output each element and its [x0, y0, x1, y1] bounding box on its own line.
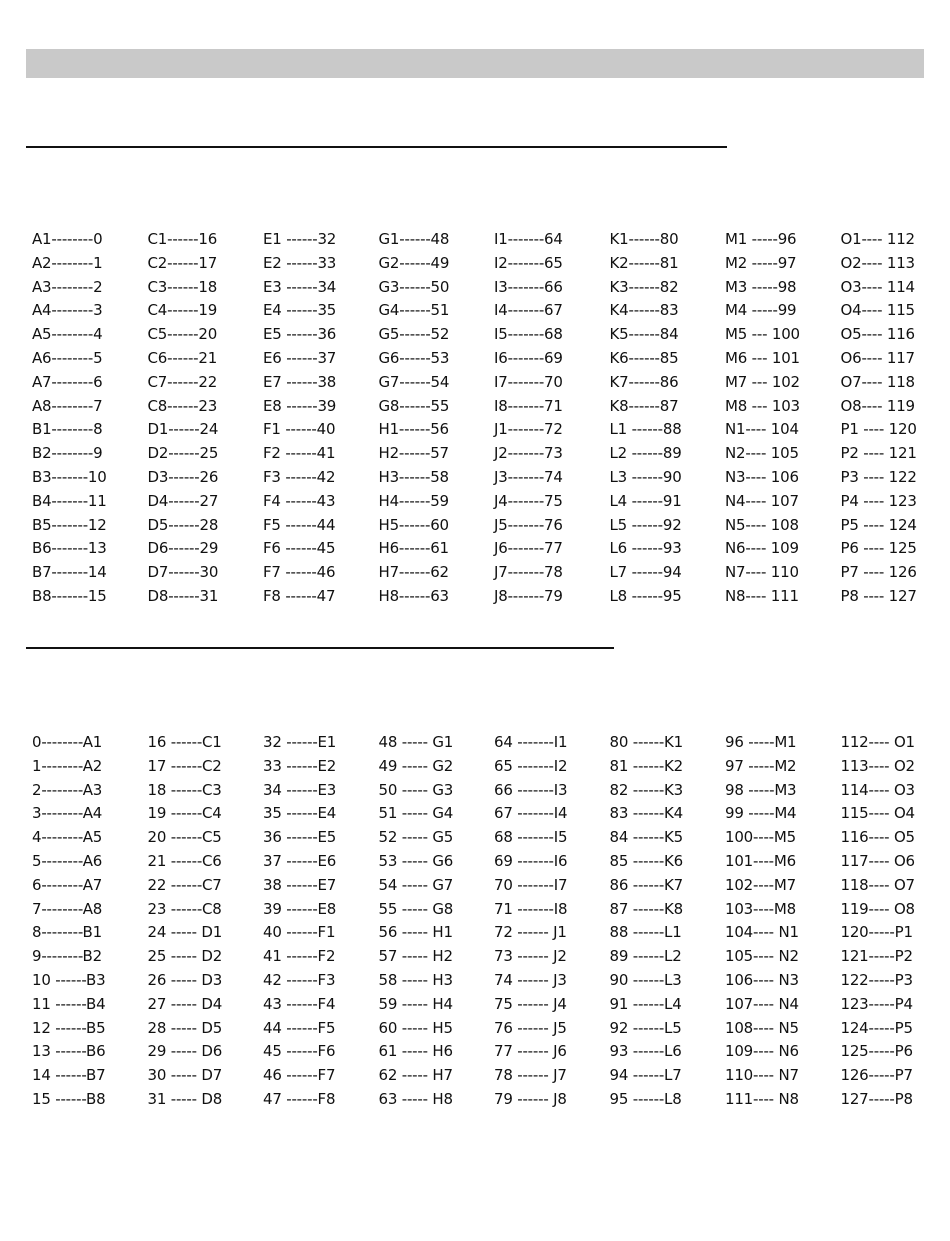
mapping-entry: 53 ----- G6 — [378, 851, 454, 870]
mapping-entry: 20 ------C5 — [147, 828, 222, 847]
mapping-entry: E7 ------38 — [263, 372, 337, 391]
mapping-entry: 11 ------B4 — [32, 994, 106, 1013]
mapping-entry: 102----M7 — [725, 875, 796, 894]
mapping-entry: 39 ------E8 — [263, 899, 337, 918]
mapping-entry: P2 ---- 121 — [840, 444, 917, 463]
mapping-entry: 49 ----- G2 — [378, 756, 454, 775]
mapping-entry: D4------27 — [147, 491, 219, 510]
mapping-entry: 4--------A5 — [32, 828, 103, 847]
mapping-entry: 81 ------K2 — [609, 756, 684, 775]
mapping-entry: 106---- N3 — [725, 970, 799, 989]
mapping-entry: G6------53 — [378, 348, 450, 367]
mapping-entry: F4 ------43 — [263, 491, 336, 510]
mapping-entry: E4 ------35 — [263, 301, 337, 320]
mapping-entry: 97 -----M2 — [725, 756, 797, 775]
mapping-entry: 56 ----- H1 — [378, 923, 453, 942]
mapping-entry: 29 ----- D6 — [147, 1042, 223, 1061]
mapping-entry: 111---- N8 — [725, 1089, 799, 1108]
mapping-entry: M6 --- 101 — [725, 348, 800, 367]
mapping-entry: 5--------A6 — [32, 851, 103, 870]
mapping-entry: M8 --- 103 — [725, 396, 800, 415]
mapping-entry: 80 ------K1 — [609, 733, 684, 751]
mapping-entry: P7 ---- 126 — [840, 563, 917, 582]
mapping-entry: 115---- O4 — [840, 804, 915, 823]
mapping-entry: P1 ---- 120 — [840, 420, 917, 439]
mapping-entry: 123-----P4 — [840, 994, 913, 1013]
mapping-entry: P3 ---- 122 — [840, 467, 917, 486]
mapping-entry: 87 ------K8 — [609, 899, 684, 918]
mapping-entry: 43 ------F4 — [263, 994, 336, 1013]
mapping-entry: C7------22 — [147, 372, 218, 391]
mapping-entry: N5---- 108 — [725, 515, 799, 534]
mapping-entry: F6 ------45 — [263, 539, 336, 558]
mapping-entry: 112---- O1 — [840, 733, 915, 751]
mapping-entry: 62 ----- H7 — [378, 1066, 453, 1085]
mapping-entry: F1 ------40 — [263, 420, 336, 439]
mapping-entry: 32 ------E1 — [263, 733, 337, 751]
mapping-entry: 93 ------L6 — [609, 1042, 682, 1061]
table-2-column — [379, 731, 495, 1112]
mapping-entry: K8------87 — [609, 396, 679, 415]
mapping-entry: 61 ----- H6 — [378, 1042, 453, 1061]
mapping-entry: H6------61 — [378, 539, 449, 558]
mapping-entry: I2-------65 — [494, 253, 563, 272]
mapping-entry: 73 ------ J2 — [494, 947, 567, 966]
mapping-entry: 72 ------ J1 — [494, 923, 567, 942]
mapping-entry: 101----M6 — [725, 851, 796, 870]
mapping-entry: 19 ------C4 — [147, 804, 222, 823]
mapping-entry: 84 ------K5 — [609, 828, 684, 847]
mapping-entry: 30 ----- D7 — [147, 1066, 223, 1085]
mapping-entry: C5------20 — [147, 325, 218, 344]
mapping-entry: 34 ------E3 — [263, 780, 337, 799]
mapping-entry: N8---- 111 — [725, 586, 799, 605]
mapping-entry: N6---- 109 — [725, 539, 799, 558]
table-1-column — [32, 228, 148, 609]
mapping-entry: M1 -----96 — [725, 230, 797, 248]
mapping-entry: I4-------67 — [494, 301, 563, 320]
mapping-entry: 55 ----- G8 — [378, 899, 454, 918]
mapping-entry: 117---- O6 — [840, 851, 915, 870]
mapping-entry: 14 ------B7 — [32, 1066, 106, 1085]
mapping-entry: 119---- O8 — [840, 899, 915, 918]
mapping-entry: 127-----P8 — [840, 1089, 913, 1108]
mapping-entry: 25 ----- D2 — [147, 947, 223, 966]
mapping-entry: 31 ----- D8 — [147, 1089, 223, 1108]
mapping-entry: 40 ------F1 — [263, 923, 336, 942]
mapping-entry: D6------29 — [147, 539, 219, 558]
table-1-column — [725, 228, 841, 609]
mapping-entry: 57 ----- H2 — [378, 947, 453, 966]
mapping-entry: 83 ------K4 — [609, 804, 684, 823]
mapping-entry: 52 ----- G5 — [378, 828, 454, 847]
mapping-entry: 116---- O5 — [840, 828, 915, 847]
mapping-entry: L3 ------90 — [609, 467, 682, 486]
mapping-entry: 88 ------L1 — [609, 923, 682, 942]
mapping-entry: 109---- N6 — [725, 1042, 799, 1061]
mapping-entry: F7 ------46 — [263, 563, 336, 582]
mapping-entry: M5 --- 100 — [725, 325, 800, 344]
mapping-entry: O8---- 119 — [840, 396, 915, 415]
mapping-entry: 82 ------K3 — [609, 780, 684, 799]
mapping-entry: B6-------13 — [32, 539, 107, 558]
mapping-entry: C6------21 — [147, 348, 218, 367]
mapping-entry: A7--------6 — [32, 372, 103, 391]
mapping-entry: E3 ------34 — [263, 277, 337, 296]
mapping-entry: 12 ------B5 — [32, 1018, 106, 1037]
mapping-entry: E5 ------36 — [263, 325, 337, 344]
mapping-entry: 121-----P2 — [840, 947, 913, 966]
mapping-entry: A8--------7 — [32, 396, 103, 415]
mapping-entry: P5 ---- 124 — [840, 515, 917, 534]
mapping-entry: I1-------64 — [494, 230, 563, 248]
mapping-entry: A3--------2 — [32, 277, 103, 296]
mapping-entry: 65 -------I2 — [494, 756, 568, 775]
mapping-entry: 76 ------ J5 — [494, 1018, 567, 1037]
mapping-entry: 59 ----- H4 — [378, 994, 453, 1013]
mapping-entry: 91 ------L4 — [609, 994, 682, 1013]
mapping-entry: I7-------70 — [494, 372, 563, 391]
mapping-entry: 0--------A1 — [32, 733, 103, 751]
mapping-entry: 42 ------F3 — [263, 970, 336, 989]
mapping-entry: 46 ------F7 — [263, 1066, 336, 1085]
mapping-entry: 9--------B2 — [32, 947, 102, 966]
mapping-entry: G3------50 — [378, 277, 450, 296]
mapping-entry: 92 ------L5 — [609, 1018, 682, 1037]
mapping-entry: 24 ----- D1 — [147, 923, 223, 942]
mapping-entry: O3---- 114 — [840, 277, 915, 296]
mapping-entry: 1--------A2 — [32, 756, 103, 775]
mapping-entry: O7---- 118 — [840, 372, 915, 391]
mapping-entry: 41 ------F2 — [263, 947, 336, 966]
mapping-entry: 44 ------F5 — [263, 1018, 336, 1037]
mapping-entry: 37 ------E6 — [263, 851, 337, 870]
mapping-entry: J8-------79 — [494, 586, 563, 605]
mapping-entry: C1------16 — [147, 230, 218, 248]
mapping-entry: C2------17 — [147, 253, 218, 272]
mapping-entry: 17 ------C2 — [147, 756, 222, 775]
mapping-entry: B4-------11 — [32, 491, 107, 510]
mapping-entry: 26 ----- D3 — [147, 970, 223, 989]
table-2-column — [263, 731, 379, 1112]
mapping-entry: H1------56 — [378, 420, 449, 439]
mapping-entry: I5-------68 — [494, 325, 563, 344]
mapping-entry: A2--------1 — [32, 253, 103, 272]
mapping-entry: L8 ------95 — [609, 586, 682, 605]
mapping-entry: B3-------10 — [32, 467, 107, 486]
mapping-entry: M4 -----99 — [725, 301, 797, 320]
mapping-entry: H5------60 — [378, 515, 449, 534]
mapping-entry: 95 ------L8 — [609, 1089, 682, 1108]
mapping-entry: D7------30 — [147, 563, 219, 582]
mapping-entry: A6--------5 — [32, 348, 103, 367]
mapping-entry: 120-----P1 — [840, 923, 913, 942]
mapping-entry: 114---- O3 — [840, 780, 915, 799]
mapping-entry: G1------48 — [378, 230, 450, 248]
mapping-entry: 86 ------K7 — [609, 875, 684, 894]
mapping-entry: 16 ------C1 — [147, 733, 222, 751]
mapping-entry: A4--------3 — [32, 301, 103, 320]
mapping-entry: 13 ------B6 — [32, 1042, 106, 1061]
mapping-entry: 126-----P7 — [840, 1066, 913, 1085]
table-2-column — [725, 731, 841, 1112]
mapping-entry: 7--------A8 — [32, 899, 103, 918]
mapping-entry: D1------24 — [147, 420, 219, 439]
mapping-entry: L5 ------92 — [609, 515, 682, 534]
mapping-entry: E1 ------32 — [263, 230, 337, 248]
mapping-entry: H8------63 — [378, 586, 449, 605]
mapping-entry: N7---- 110 — [725, 563, 799, 582]
mapping-entry: K3------82 — [609, 277, 679, 296]
mapping-entry: 110---- N7 — [725, 1066, 799, 1085]
mapping-entry: P6 ---- 125 — [840, 539, 917, 558]
mapping-entry: B5-------12 — [32, 515, 107, 534]
mapping-entry: J2-------73 — [494, 444, 563, 463]
mapping-entry: I6-------69 — [494, 348, 563, 367]
mapping-entry: K2------81 — [609, 253, 679, 272]
mapping-entry: 21 ------C6 — [147, 851, 222, 870]
section-divider-2 — [26, 647, 614, 649]
mapping-entry: E6 ------37 — [263, 348, 337, 367]
mapping-entry: 63 ----- H8 — [378, 1089, 453, 1108]
mapping-entry: 78 ------ J7 — [494, 1066, 567, 1085]
mapping-entry: 68 -------I5 — [494, 828, 568, 847]
mapping-entry: O6---- 117 — [840, 348, 915, 367]
mapping-entry: N3---- 106 — [725, 467, 799, 486]
mapping-entry: 15 ------B8 — [32, 1089, 106, 1108]
mapping-entry: C3------18 — [147, 277, 218, 296]
mapping-entry: P4 ---- 123 — [840, 491, 917, 510]
mapping-entry: 18 ------C3 — [147, 780, 222, 799]
mapping-entry: 10 ------B3 — [32, 970, 106, 989]
mapping-entry: 50 ----- G3 — [378, 780, 454, 799]
mapping-entry: A1--------0 — [32, 230, 103, 248]
mapping-entry: 48 ----- G1 — [378, 733, 454, 751]
table-2-column — [841, 731, 950, 1112]
mapping-entry: D5------28 — [147, 515, 219, 534]
mapping-entry: 28 ----- D5 — [147, 1018, 223, 1037]
mapping-table-label-to-number — [32, 228, 932, 609]
table-2-column — [148, 731, 264, 1112]
table-1-column — [610, 228, 726, 609]
mapping-entry: I3-------66 — [494, 277, 563, 296]
mapping-entry: 23 ------C8 — [147, 899, 222, 918]
mapping-entry: 75 ------ J4 — [494, 994, 567, 1013]
mapping-entry: G4------51 — [378, 301, 450, 320]
mapping-entry: M2 -----97 — [725, 253, 797, 272]
mapping-entry: 8--------B1 — [32, 923, 102, 942]
mapping-entry: D2------25 — [147, 444, 219, 463]
mapping-entry: 122-----P3 — [840, 970, 913, 989]
mapping-entry: F5 ------44 — [263, 515, 336, 534]
mapping-entry: 77 ------ J6 — [494, 1042, 567, 1061]
mapping-entry: L7 ------94 — [609, 563, 682, 582]
mapping-entry: 124-----P5 — [840, 1018, 913, 1037]
table-2-column — [32, 731, 148, 1112]
mapping-entry: H2------57 — [378, 444, 449, 463]
mapping-entry: K7------86 — [609, 372, 679, 391]
mapping-entry: 90 ------L3 — [609, 970, 682, 989]
mapping-entry: 60 ----- H5 — [378, 1018, 453, 1037]
mapping-entry: 54 ----- G7 — [378, 875, 454, 894]
mapping-entry: K5------84 — [609, 325, 679, 344]
table-2-column — [494, 731, 610, 1112]
header-bar — [26, 49, 924, 78]
mapping-entry: 36 ------E5 — [263, 828, 337, 847]
mapping-entry: N2---- 105 — [725, 444, 799, 463]
mapping-entry: 96 -----M1 — [725, 733, 797, 751]
mapping-entry: 103----M8 — [725, 899, 796, 918]
table-1-column — [148, 228, 264, 609]
mapping-entry: 64 -------I1 — [494, 733, 568, 751]
mapping-entry: F2 ------41 — [263, 444, 336, 463]
mapping-entry: 6--------A7 — [32, 875, 103, 894]
mapping-entry: J4-------75 — [494, 491, 563, 510]
mapping-entry: 66 -------I3 — [494, 780, 568, 799]
mapping-entry: L4 ------91 — [609, 491, 682, 510]
mapping-entry: C4------19 — [147, 301, 218, 320]
mapping-entry: 47 ------F8 — [263, 1089, 336, 1108]
mapping-entry: B2--------9 — [32, 444, 103, 463]
mapping-entry: J7-------78 — [494, 563, 563, 582]
table-1-column — [263, 228, 379, 609]
mapping-entry: D3------26 — [147, 467, 219, 486]
mapping-entry: G7------54 — [378, 372, 450, 391]
mapping-entry: 2--------A3 — [32, 780, 103, 799]
mapping-entry: M3 -----98 — [725, 277, 797, 296]
mapping-entry: 67 -------I4 — [494, 804, 568, 823]
mapping-entry: 98 -----M3 — [725, 780, 797, 799]
mapping-entry: O5---- 116 — [840, 325, 915, 344]
mapping-table-number-to-label — [32, 731, 932, 1112]
mapping-entry: C8------23 — [147, 396, 218, 415]
mapping-entry: 99 -----M4 — [725, 804, 797, 823]
mapping-entry: 79 ------ J8 — [494, 1089, 567, 1108]
mapping-entry: H3------58 — [378, 467, 449, 486]
table-1-column — [841, 228, 950, 609]
mapping-entry: 107---- N4 — [725, 994, 799, 1013]
mapping-entry: I8-------71 — [494, 396, 563, 415]
mapping-entry: J6-------77 — [494, 539, 563, 558]
mapping-entry: 51 ----- G4 — [378, 804, 454, 823]
mapping-entry: L2 ------89 — [609, 444, 682, 463]
mapping-entry: L6 ------93 — [609, 539, 682, 558]
mapping-entry: L1 ------88 — [609, 420, 682, 439]
mapping-entry: 89 ------L2 — [609, 947, 682, 966]
table-1-column — [494, 228, 610, 609]
mapping-entry: F8 ------47 — [263, 586, 336, 605]
mapping-entry: 58 ----- H3 — [378, 970, 453, 989]
mapping-entry: 27 ----- D4 — [147, 994, 223, 1013]
mapping-entry: O4---- 115 — [840, 301, 915, 320]
mapping-entry: K4------83 — [609, 301, 679, 320]
mapping-entry: N1---- 104 — [725, 420, 799, 439]
mapping-entry: 22 ------C7 — [147, 875, 222, 894]
mapping-entry: A5--------4 — [32, 325, 103, 344]
mapping-entry: 85 ------K6 — [609, 851, 684, 870]
mapping-entry: J1-------72 — [494, 420, 563, 439]
mapping-entry: E2 ------33 — [263, 253, 337, 272]
mapping-entry: B8-------15 — [32, 586, 107, 605]
mapping-entry: 100----M5 — [725, 828, 796, 847]
mapping-entry: 113---- O2 — [840, 756, 915, 775]
mapping-entry: P8 ---- 127 — [840, 586, 917, 605]
mapping-entry: 105---- N2 — [725, 947, 799, 966]
mapping-entry: 108---- N5 — [725, 1018, 799, 1037]
mapping-entry: 35 ------E4 — [263, 804, 337, 823]
mapping-entry: 94 ------L7 — [609, 1066, 682, 1085]
mapping-entry: 74 ------ J3 — [494, 970, 567, 989]
mapping-entry: 118---- O7 — [840, 875, 915, 894]
mapping-entry: 125-----P6 — [840, 1042, 913, 1061]
section-divider-1 — [26, 146, 727, 148]
table-2-column — [610, 731, 726, 1112]
mapping-entry: O1---- 112 — [840, 230, 915, 248]
mapping-entry: J5-------76 — [494, 515, 563, 534]
mapping-entry: B7-------14 — [32, 563, 107, 582]
mapping-entry: G8------55 — [378, 396, 450, 415]
mapping-entry: 33 ------E2 — [263, 756, 337, 775]
mapping-entry: D8------31 — [147, 586, 219, 605]
mapping-entry: N4---- 107 — [725, 491, 799, 510]
mapping-entry: 104---- N1 — [725, 923, 799, 942]
mapping-entry: K6------85 — [609, 348, 679, 367]
mapping-entry: H4------59 — [378, 491, 449, 510]
mapping-entry: M7 --- 102 — [725, 372, 800, 391]
mapping-entry: G2------49 — [378, 253, 450, 272]
mapping-entry: 38 ------E7 — [263, 875, 337, 894]
mapping-entry: F3 ------42 — [263, 467, 336, 486]
mapping-entry: H7------62 — [378, 563, 449, 582]
mapping-entry: 3--------A4 — [32, 804, 103, 823]
mapping-entry: J3-------74 — [494, 467, 563, 486]
mapping-entry: E8 ------39 — [263, 396, 337, 415]
mapping-entry: 70 -------I7 — [494, 875, 568, 894]
mapping-entry: B1--------8 — [32, 420, 103, 439]
mapping-entry: K1------80 — [609, 230, 679, 248]
mapping-entry: 69 -------I6 — [494, 851, 568, 870]
mapping-entry: 45 ------F6 — [263, 1042, 336, 1061]
mapping-entry: 71 -------I8 — [494, 899, 568, 918]
table-1-column — [379, 228, 495, 609]
mapping-entry: G5------52 — [378, 325, 450, 344]
mapping-entry: O2---- 113 — [840, 253, 915, 272]
